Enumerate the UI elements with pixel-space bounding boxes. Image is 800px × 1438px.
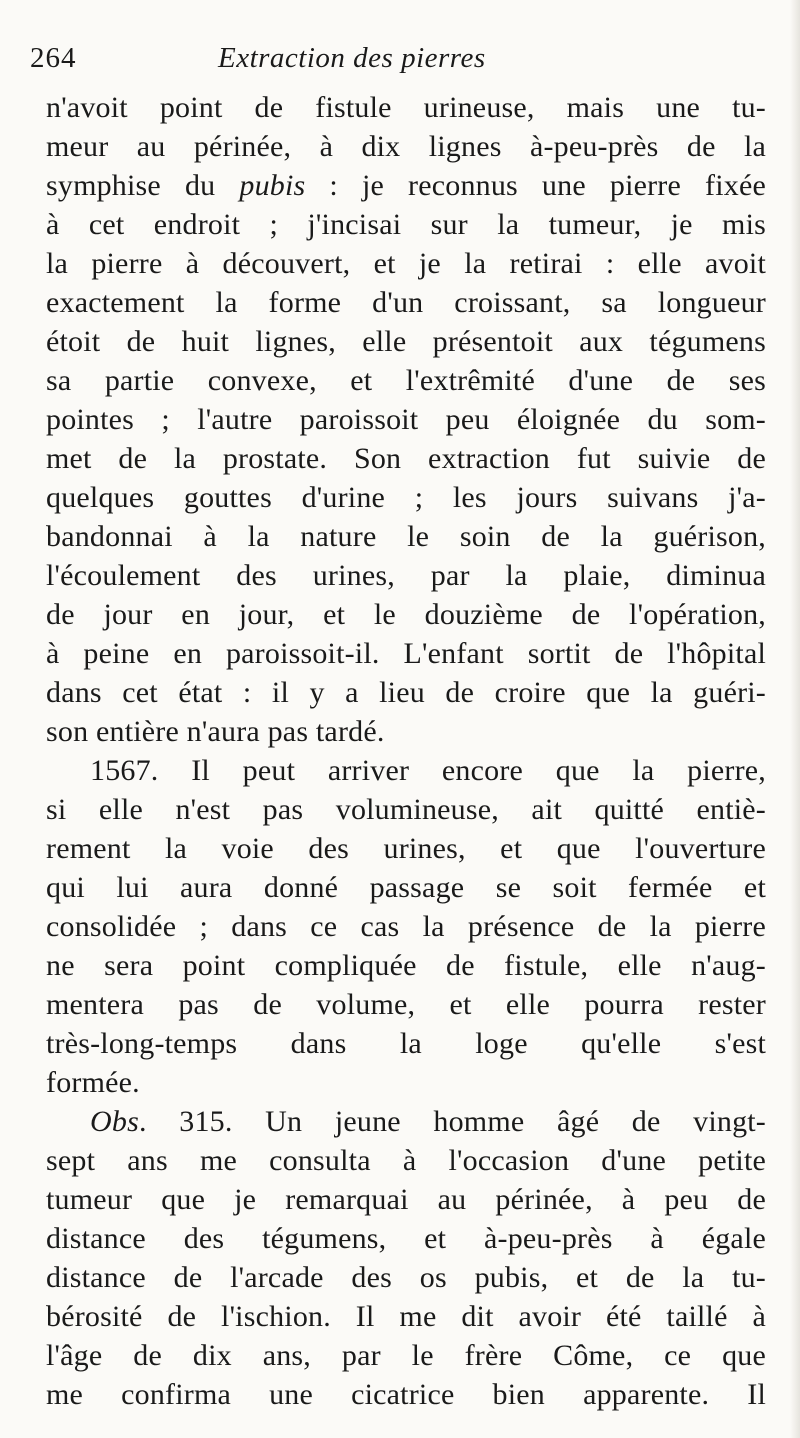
text-line: si elle n'est pas volumineuse, ait quitté entiè- (46, 793, 766, 826)
text-line: meur au périnée, à dix lignes à-peu-près de la (46, 130, 766, 163)
text-line: quelques gouttes d'urine ; les jours suivans j'a- (46, 481, 766, 514)
text-line: distance de l'arcade des os pubis, et de la tu- (46, 1261, 766, 1294)
text-line: formée. (46, 1066, 140, 1099)
text-line: tumeur que je remarquai au périnée, à peu de (46, 1183, 766, 1216)
italic-word-pubis: pubis (239, 169, 306, 202)
text-line: pointes ; l'autre paroissoit peu éloignée du som- (46, 403, 766, 436)
text-line: me confirma une cicatrice bien apparente. Il (46, 1378, 766, 1411)
text-line: bérosité de l'ischion. Il me dit avoir été taillé à (46, 1300, 766, 1333)
observation-315-start (46, 1102, 766, 1141)
text-line: n'avoit point de fistule urineuse, mais une tu- (46, 91, 766, 124)
text-line (46, 166, 766, 205)
text-line: consolidée ; dans ce cas la présence de la pierre (46, 910, 766, 943)
text-line: à peine en paroissoit-il. L'enfant sortit de l'hôpital (46, 637, 766, 670)
text-line: son entière n'aura pas tardé. (46, 715, 385, 748)
paragraph-1567-start: 1567. Il peut arriver encore que la pierre, (90, 754, 766, 787)
page-edge-shadow (790, 0, 800, 1438)
text-line: sept ans me consulta à l'occasion d'une petite (46, 1144, 766, 1177)
text-line: sa partie convexe, et l'extrêmité d'une de ses (46, 364, 766, 397)
text-segment: symphise du (46, 169, 240, 202)
text-line: exactement la forme d'un croissant, sa longueur (46, 286, 766, 319)
text-line: l'âge de dix ans, par le frère Côme, ce que (46, 1339, 766, 1372)
text-segment: : je reconnus une pierre fixée (305, 169, 766, 202)
text-line: à cet endroit ; j'incisai sur la tumeur, je mis (46, 208, 766, 241)
running-title: Extraction des pierres (218, 42, 486, 74)
text-line: ne sera point compliquée de fistule, elle n'aug- (46, 949, 766, 982)
text-line: très-long-temps dans la loge qu'elle s'est (46, 1027, 766, 1060)
text-line: de jour en jour, et le douzième de l'opération, (46, 598, 766, 631)
text-line: dans cet état : il y a lieu de croire que la guéri- (46, 676, 766, 709)
text-line: met de la prostate. Son extraction fut suivie de (46, 442, 766, 475)
text-line: mentera pas de volume, et elle pourra rester (46, 988, 766, 1021)
text-line: qui lui aura donné passage se soit fermée et (46, 871, 766, 904)
body-text (46, 88, 766, 1414)
text-line: bandonnai à la nature le soin de la guérison, (46, 520, 766, 553)
text-line: la pierre à découvert, et je la retirai : elle avoit (46, 247, 766, 280)
text-line: rement la voie des urines, et que l'ouverture (46, 832, 766, 865)
text-segment: . 315. Un jeune homme âgé de vingt- (138, 1105, 766, 1138)
text-line: étoit de huit lignes, elle présentoit aux tégumens (46, 325, 766, 358)
page-number: 264 (30, 42, 77, 74)
text-line: l'écoulement des urines, par la plaie, diminua (46, 559, 766, 592)
page-header (30, 42, 750, 92)
text-line: distance des tégumens, et à-peu-près à égale (46, 1222, 766, 1255)
italic-word-obs: Obs (90, 1105, 139, 1138)
